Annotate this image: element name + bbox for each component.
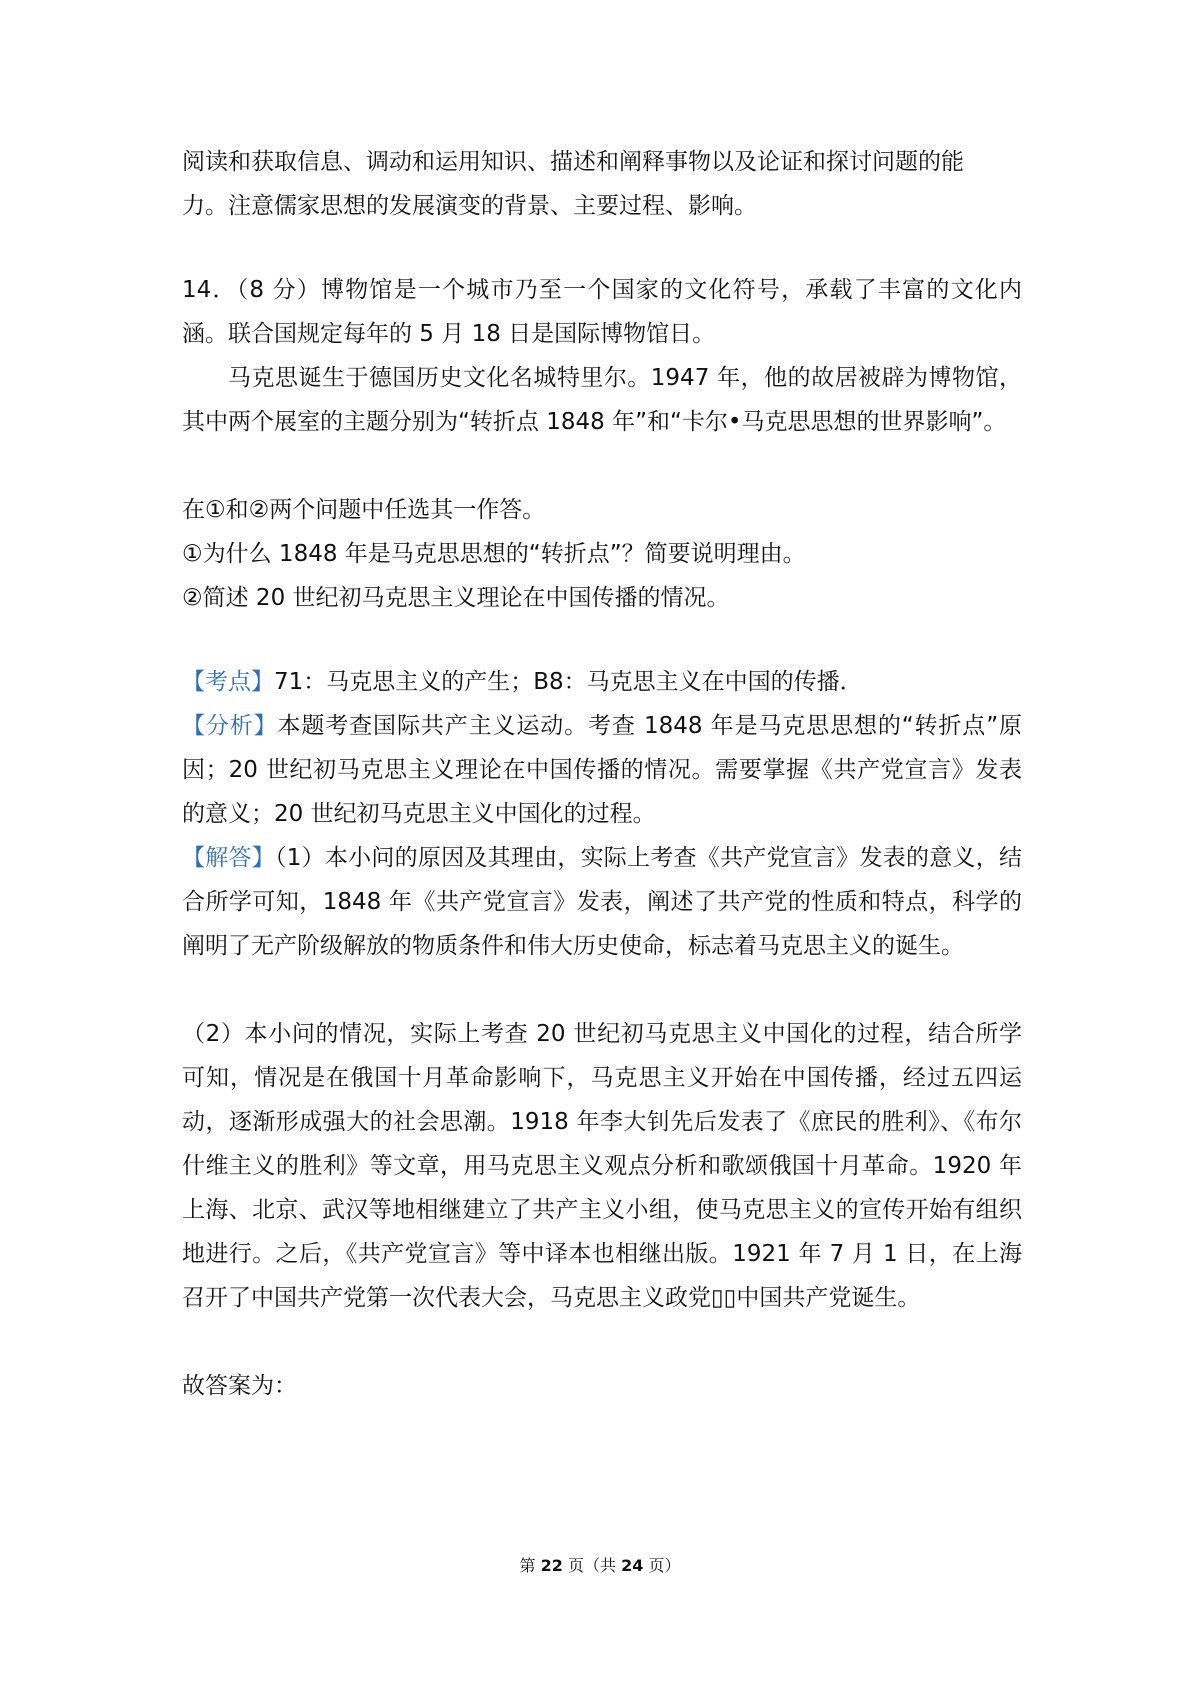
question-stem: 博物馆是一个城市乃至一个国家的文化符号，承载了丰富的文化内涵。联合国规定每年的 5 月 18 日是国际博物馆日。 bbox=[182, 277, 1022, 347]
jieda-text: （1）本小问的原因及其理由，实际上考查《共产党宣言》发表的意义，结合所学可知，1848 年《共产党宣言》发表，阐述了共产党的性质和特点，科学的阐明了无产阶级解放的物质条件和伟大历史使命，标志着马克思主义的诞生。 bbox=[182, 845, 1022, 959]
kaodian-tag: 【考点】 bbox=[182, 669, 274, 695]
fenxi-section bbox=[182, 704, 1022, 836]
question-14-stem bbox=[182, 268, 1022, 356]
question-material: 马克思诞生于德国历史文化名城特里尔。1947 年，他的故居被辟为博物馆，其中两个展室的主题分别为“转折点 1848 年”和“卡尔•马克思思想的世界影响”。 bbox=[182, 365, 1022, 435]
footer-suffix: 页） bbox=[643, 1556, 681, 1575]
kaodian-section bbox=[182, 660, 1022, 704]
question-instruction: 在①和②两个问题中任选其一作答。 bbox=[182, 497, 546, 523]
fenxi-tag: 【分析】 bbox=[182, 713, 278, 739]
footer-total-pages: 24 bbox=[621, 1556, 644, 1575]
fenxi-text: 本题考查国际共产主义运动。考查 1848 年是马克思思想的“转折点”原因；20 世纪初马克思主义理论在中国传播的情况。需要掌握《共产党宣言》发表的意义；20 世纪初马克思主义中国化的过程。 bbox=[182, 713, 1022, 827]
kaodian-text: 71：马克思主义的产生；B8：马克思主义在中国的传播． bbox=[274, 669, 863, 695]
intro-line-2: 力。注意儒家思想的发展演变的背景、主要过程、影响。 bbox=[182, 193, 757, 219]
footer-prefix: 第 bbox=[519, 1556, 541, 1575]
jieda-part-2: （2）本小问的情况，实际上考查 20 世纪初马克思主义中国化的过程，结合所学可知，情况是在俄国十月革命影响下，马克思主义开始在中国传播，经过五四运动，逐渐形成强大的社会思潮。1918 年李大钊先后发表了《庶民的胜利》、《布尔什维主义的胜利》等文章，用马克思主义观点分析和歌颂俄国十月革命。1920 年上海、北京、武汉等地相继建立了共产主义小组，使马克思主义的宣传开始有组织地进行。之后，《共产党宣言》等中译本也相继出版。1921 年 7 月 1 日，在上海召开了中国共产党第一次代表大会，马克思主义政党▯▯中国共产党诞生。 bbox=[182, 1021, 1022, 1311]
page-footer bbox=[0, 1553, 1200, 1576]
jieda-section bbox=[182, 836, 1022, 968]
question-number: 14．（8 分） bbox=[182, 277, 321, 303]
intro-line-1: 阅读和获取信息、调动和运用知识、描述和阐释事物以及论证和探讨问题的能 bbox=[182, 149, 964, 175]
question-option-2: ②简述 20 世纪初马克思主义理论在中国传播的情况。 bbox=[182, 585, 730, 611]
answer-conclusion: 故答案为： bbox=[182, 1373, 297, 1399]
question-option-1: ①为什么 1848 年是马克思思想的“转折点”？简要说明理由。 bbox=[182, 541, 806, 567]
jieda-tag: 【解答】 bbox=[182, 845, 275, 871]
footer-page-number: 22 bbox=[540, 1556, 563, 1575]
footer-middle: 页（共 bbox=[562, 1556, 622, 1575]
